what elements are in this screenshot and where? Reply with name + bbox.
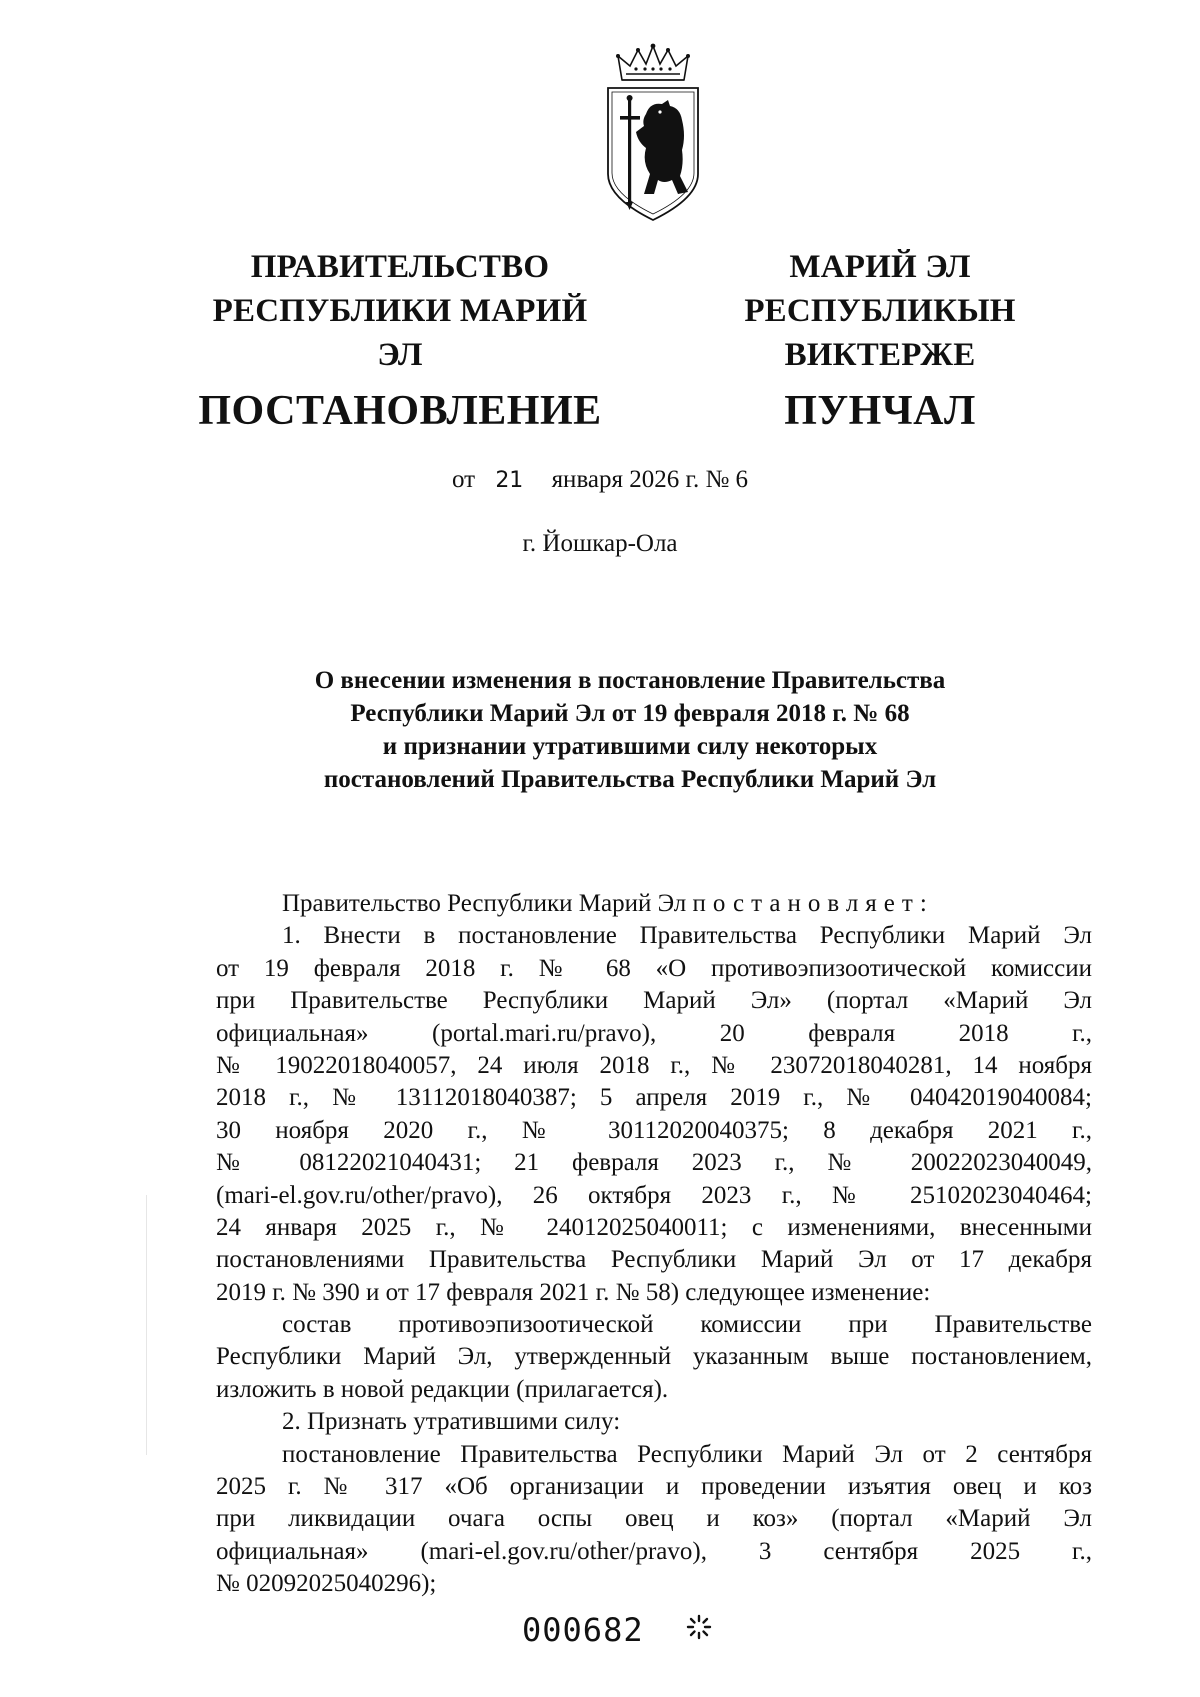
body-line: № 19022018040057, 24 июля 2018 г., № 23072018040281, 14 ноября [216,1051,1092,1079]
body-line: 24 января 2025 г., № 24012025040011; с изменениями, внесенными [216,1213,1092,1241]
date-day: 21 [495,468,524,493]
title-line: О внесении изменения в постановление Правительства [314,667,946,694]
doc-type-russian: ПОСТАНОВЛЕНИЕ [198,388,602,434]
body-line: постановлениями Правительства Республики Марий Эл от 17 декабря [216,1246,1092,1274]
intro-line [216,888,1092,920]
body-line: (mari-el.gov.ru/other/pravo), 26 октября 2023 г., № 25102023040464; [216,1181,1092,1209]
header-left-line1: ПРАВИТЕЛЬСТВО [250,249,550,285]
header-right-line2: ВИКТЕРЖЕ [784,337,976,373]
header-right-line1: МАРИЙ ЭЛ РЕСПУБЛИКЫН [744,249,1016,329]
body-line: 2. Признать утратившими силу: [282,1408,621,1436]
body-line: Республики Марий Эл, утвержденный указанным выше постановлением, [216,1343,1092,1371]
title-line: Республики Марий Эл от 19 февраля 2018 г. № 68 [350,700,910,727]
body-line: 30 ноября 2020 г., № 30112020040375; 8 декабря 2021 г., [216,1116,1092,1144]
body-line: официальная» (mari-el.gov.ru/other/pravo), 3 сентября 2025 г., [216,1537,1092,1565]
document-title [240,664,1020,796]
header-left [190,245,610,439]
body-line: 2019 г. № 390 и от 17 февраля 2021 г. № 58) следующее изменение: [216,1278,931,1306]
body-line: при Правительстве Республики Марий Эл» (портал «Марий Эл [216,987,1092,1015]
header-right [650,245,1110,439]
scan-artifact [146,1195,147,1455]
serial-number: 000682 [522,1611,644,1649]
marij-el-coat-of-arms-icon [598,42,708,228]
title-line: постановлений Правительства Республики Марий Эл [323,766,937,793]
body-line: от 19 февраля 2018 г. № 68 «О противоэпизоотической комиссии [216,954,1092,982]
body-line: № 08122021040431; 21 февраля 2023 г., № 20022023040049, [216,1149,1092,1177]
date-rest: января 2026 г. № 6 [551,466,749,493]
body-line: состав противоэпизоотической комиссии при Правительстве [282,1311,1092,1339]
body-line: 2025 г. № 317 «Об организации и проведении изъятия овец и коз [216,1473,1092,1501]
body-line: постановление Правительства Республики Марий Эл от 2 сентября [282,1440,1092,1468]
doc-type-mari: ПУНЧАЛ [784,388,976,434]
body-line: 2018 г., № 13112018040387; 5 апреля 2019 г., № 04042019040084; [216,1084,1092,1112]
body-line: № 02092025040296); [216,1570,437,1598]
document-body [216,888,1092,1601]
intro-spaced: постановляет: [692,890,934,917]
registration-star-icon [686,1614,712,1640]
title-line: и признании утратившими силу некоторых [382,733,878,760]
body-line: 1. Внести в постановление Правительства Республики Марий Эл [282,922,1092,950]
document-city: г. Йошкар-Ола [522,530,678,557]
intro-prefix: Правительство Республики Марий Эл [282,890,687,917]
header-left-line2: РЕСПУБЛИКИ МАРИЙ ЭЛ [212,293,588,373]
date-prefix: от [451,466,476,493]
document-date [0,466,1200,494]
body-line: официальная» (portal.mari.ru/pravo), 20 февраля 2018 г., [216,1019,1092,1047]
body-line: изложить в новой редакции (прилагается). [216,1375,669,1403]
body-line: при ликвидации очага оспы овец и коз» (портал «Марий Эл [216,1505,1092,1533]
